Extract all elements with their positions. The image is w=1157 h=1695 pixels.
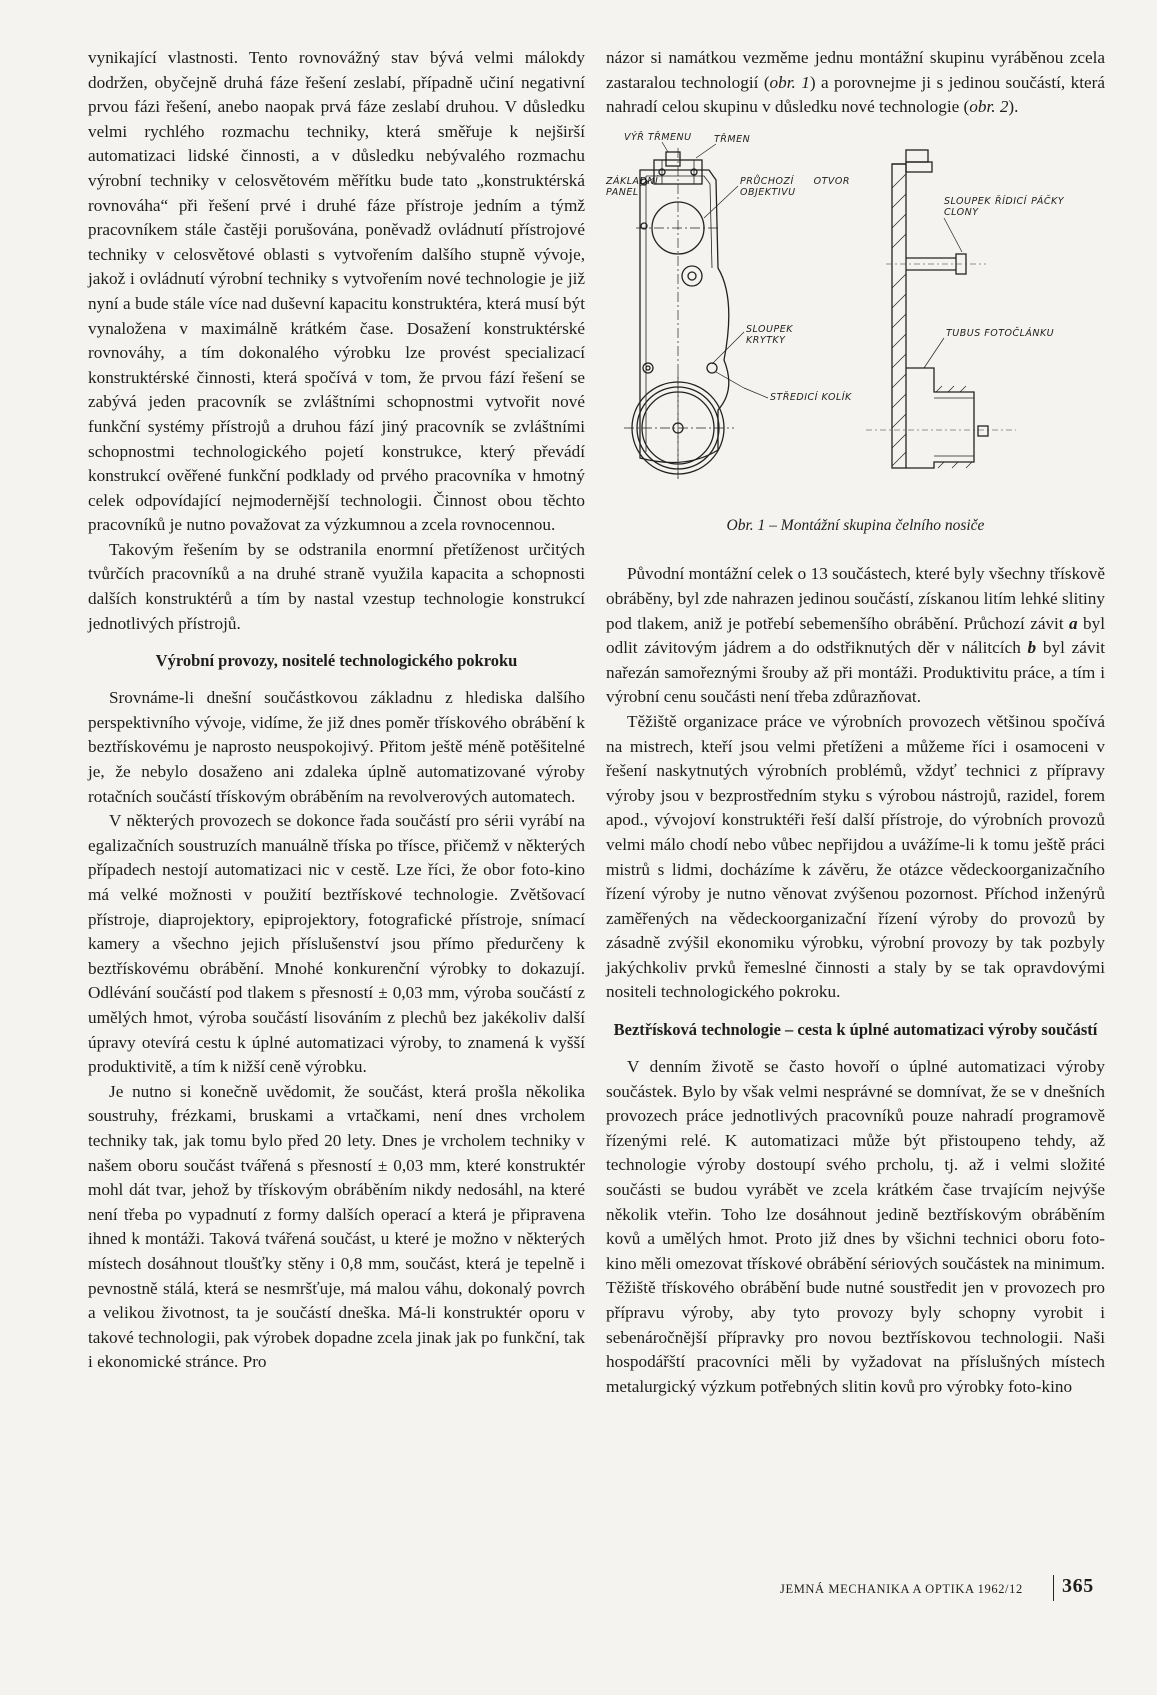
paragraph: Takovým řešením by se odstranila enormní přetíženost určitých tvůrčích pracovníků a na druhé straně využila kapacita a schopnosti dalších konstruktérů a tím by nastal vzestup technologie konstrukcí jednotlivých přístrojů. (88, 539, 585, 633)
label-pruchozi-otvor: PRŮCHOZÍ OTVOR OBJEKTIVU (740, 175, 850, 198)
paragraph: V některých provozech se dokonce řada součástí pro sérii vyrábí na egalizačních soustruzích manuálně tříska po třísce, přičemž v některých případech nestojí automatizaci nic v cestě. Lze říci, že obor foto-kino má velké možnosti v použití beztřískové technologie. Zvětšovací přístroje, diaprojektory, epiprojektory, fotografické přístroje, snímací kamery a všechno jejich příslušenství jsou přímo předurčeny k beztřískovému obrábění. Mnohé konkurenční výrobky to dokazují. Odlévání součástí pod tlakem s přesností ± 0,03 mm, výroba součástí z umělých hmot, výroba součástí lisováním z plechů bez jakékoliv další úpravy otevírá cestu k úplné automatizaci výroby, to znamená k vyšší produktivitě, a tím k nižší ceně výrobku. (88, 811, 585, 1077)
paragraph: vynikající vlastnosti. Tento rovnovážný stav bývá velmi málokdy dodržen, obyčejně druhá fáze řešení zeslabí, případně učiní negativní prvou fázi řešení, anebo naopak prvá fáze zeslabí druhou. V důsledku velmi rychlého rozmachu techniky, která směřuje k nejširší automatizaci lidské činnosti, a v důsledku nebývalého rozmachu výrobní techniky v celosvětovém měřítku bude tato „konstruktérská rovnováha“ při řešení prvé i druhé fáze přístroje jedním a týmž pracovníkem stále častěji porušována, poněvadž ovládnutí přístrojové techniky v celosvětové oblasti s vytvořením dalšího stupně vývoje, jakož i ovládnutí výrobní techniky s vytvořením nové technologie je již nyní a bude stále více nad duševní kapacitu konstruktéra, která musí být vynaložena v maximálně krátkém čase. Dosažení konstruktérské rovnováhy, a tím dokonalého výrobku lze provést specializací konstruktérské činnosti, která spočívá v tom, že prvou fází řešení se zabývá jeden pracovník se zvláštními schopnostmi vytvořit nové funkční systémy přístrojů a druhou fází jiný pracovník se zvláštními schopnostmi technologického pojetí konstrukce, který převádí konstrukcí ověřené funkční podklady od prvého pracovníka v hmotný celek odpovídající nejmodernější technologii. Činnost obou těchto pracovníků je nutno považovat za výzkumnou a zcela rovnocennou. (88, 48, 585, 535)
page-footer (730, 1575, 1105, 1601)
footer-divider (1053, 1575, 1054, 1601)
paragraph: Srovnáme-li dnešní součástkovou základnu z hlediska dalšího perspektivního vývoje, vidíme, že již dnes poměr třískového obrábění k beztřískovému je naprosto neuspokojivý. Přitom ještě méně potěšitelné je, že nebylo dosaženo ani zdaleka úplně automatizované výroby rotačních součástí třískovým obráběním na revolverových automatech. (88, 688, 585, 806)
photocell-tube (906, 368, 974, 468)
label-tramen: TŘMEN (714, 133, 751, 145)
figure-reference: obr. 2 (969, 97, 1009, 117)
label-zakladni-panel: ZÁKLADNÍ PANEL (606, 175, 659, 198)
paragraph: Je nutno si konečně uvědomit, že součást, která prošla několika soustruhy, frézkami, bruskami a vrtačkami, není dnes vrcholem techniky tak, jak tomu bylo před 20 lety. Dnes je vrcholem techniky v našem oboru součást tvářená s přesností ± 0,03 mm, které konstruktér mohl dát tvar, jehož by třískovým obráběním nikdy nedosáhl, na které není třeba po vypadnutí z formy dalších operací a která je připravena ihned k montáži. Taková tvářená součást, u které je možno v některých místech dosáhnout tloušťky stěny i 0,8 mm, součást, která je tepelně i pevnostně stálá, která se nesmršťuje, má malou váhu, dokonalý povrch a velikou životnost, ta je součástí dneška. Má-li konstruktér oporu v takové technologii, pak výrobek dopadne zcela jinak jak po funkční, tak i ekonomické stránce. Pro (88, 1081, 585, 1372)
paragraph: názor si namátkou vezměme jednu montážní skupinu vyráběnou zcela zastaralou technologií (obr. 1) a porovnejme ji s jedinou součástí, která nahradí celou skupinu v důsledku nové technologie (obr. 2). (606, 48, 1105, 117)
label-vyr-tramenu: VÝŘ TŘMENU (624, 131, 692, 143)
label-sloupek-ridici: SLOUPEK ŘÍDICÍ PÁČKY CLONY (944, 195, 1064, 218)
figure-reference: obr. 1 (769, 72, 810, 92)
base-panel-outline (640, 170, 729, 463)
section-heading: Beztřísková technologie – cesta k úplné automatizaci výroby součástí (613, 1020, 1098, 1040)
paragraph: Těžiště organizace práce ve výrobních provozech většinou spočívá na mistrech, kteří jsou velmi přetíženi a můžeme říci i osamoceni v řešení naskytnutých výrobních problémů, vždyť technici z přípravy výroby jsou v bezprostředním styku s výrobou nástrojů, razidel, forem apod., vývojoví konstruktéři řeší další přístroje, do výrobních provozů velmi málo chodí nebo vůbec nepřijdou a uvážíme-li k tomu ještě práci mistrů s lidmi, docházíme k závěru, že otázce vědeckoorganizačního řízení výroby je nutno věnovat zvýšenou pozornost. Příchod inženýrů zaměřených na vědeckoorganizační řízení výroby do provozů by zásadně zvýšil ekonomiku výrobku, výrobní provozy by tak pozbyly jakýchkoliv prvků řemeslné činnosti a staly by se tak opravdovými nositeli technologického pokroku. (606, 711, 1105, 1002)
paragraph: Původní montážní celek o 13 součástech, které byly všechny třískově obráběny, byl zde nahrazen jedinou součástí, získanou litím lehké slitiny pod tlakem, aniž je potřebí sebemenšího obrábění. Průchozí závit a byl odlit závitovým jádrem a do odstřiknutých děr v nálitcích b byl závit nařezán samořeznými šrouby až při montáži. Produktivitu práce, a tím i výrobní cenu součásti není třeba zdůrazňovat. (606, 564, 1105, 707)
figure-1 (606, 128, 1105, 508)
journal-name: JEMNÁ MECHANIKA A OPTIKA 1962/12 (780, 1582, 1023, 1596)
label-sloupek-krytky: SLOUPEK KRYTKY (746, 323, 793, 346)
label-stredici-kolik: STŘEDICÍ KOLÍK (770, 391, 852, 403)
label-tubus: TUBUS FOTOČLÁNKU (946, 327, 1055, 339)
right-column (606, 46, 1105, 1399)
figure-caption: Obr. 1 – Montážní skupina čelního nosiče (726, 516, 985, 534)
paragraph: V denním životě se často hovoří o úplné automatizaci výroby součástek. Bylo by však velmi nesprávné se domnívat, že se v dnešních provozech práce jednotlivých pracovníků pouze nahradí programově řízenými relé. K automatizaci může být přistoupeno tehdy, až technologie výroby dostoupí svého prcholu, tj. až i velmi složité součásti se budou vyrábět ve zcela krátkém čase trvajícím nejvýše několik vteřin. Toho lze dosáhnout jedině beztřískovým obráběním kovů a umělých hmot. Proto již dnes by všichni technici oboru foto-kino měli omezovat třískové obrábění sériových součástek na minimum. Těžiště třískového obrábění bude nutné soustředit jen v provozech pro přípravu výroby, aby tyto provozy byly schopny vyrobit i sebenáročnější přípravky pro novou beztřískovou technologii. Naši hospodářští pracovníci měli by vyžadovat na příslušných místech metalurgický výzkum potřebných slitin kovů pro výrobky foto-kino (606, 1057, 1105, 1396)
left-column (88, 46, 585, 1375)
technical-drawing (606, 128, 1105, 508)
page-number: 365 (1062, 1575, 1094, 1597)
section-heading: Výrobní provozy, nositelé technologického pokroku (155, 651, 518, 671)
